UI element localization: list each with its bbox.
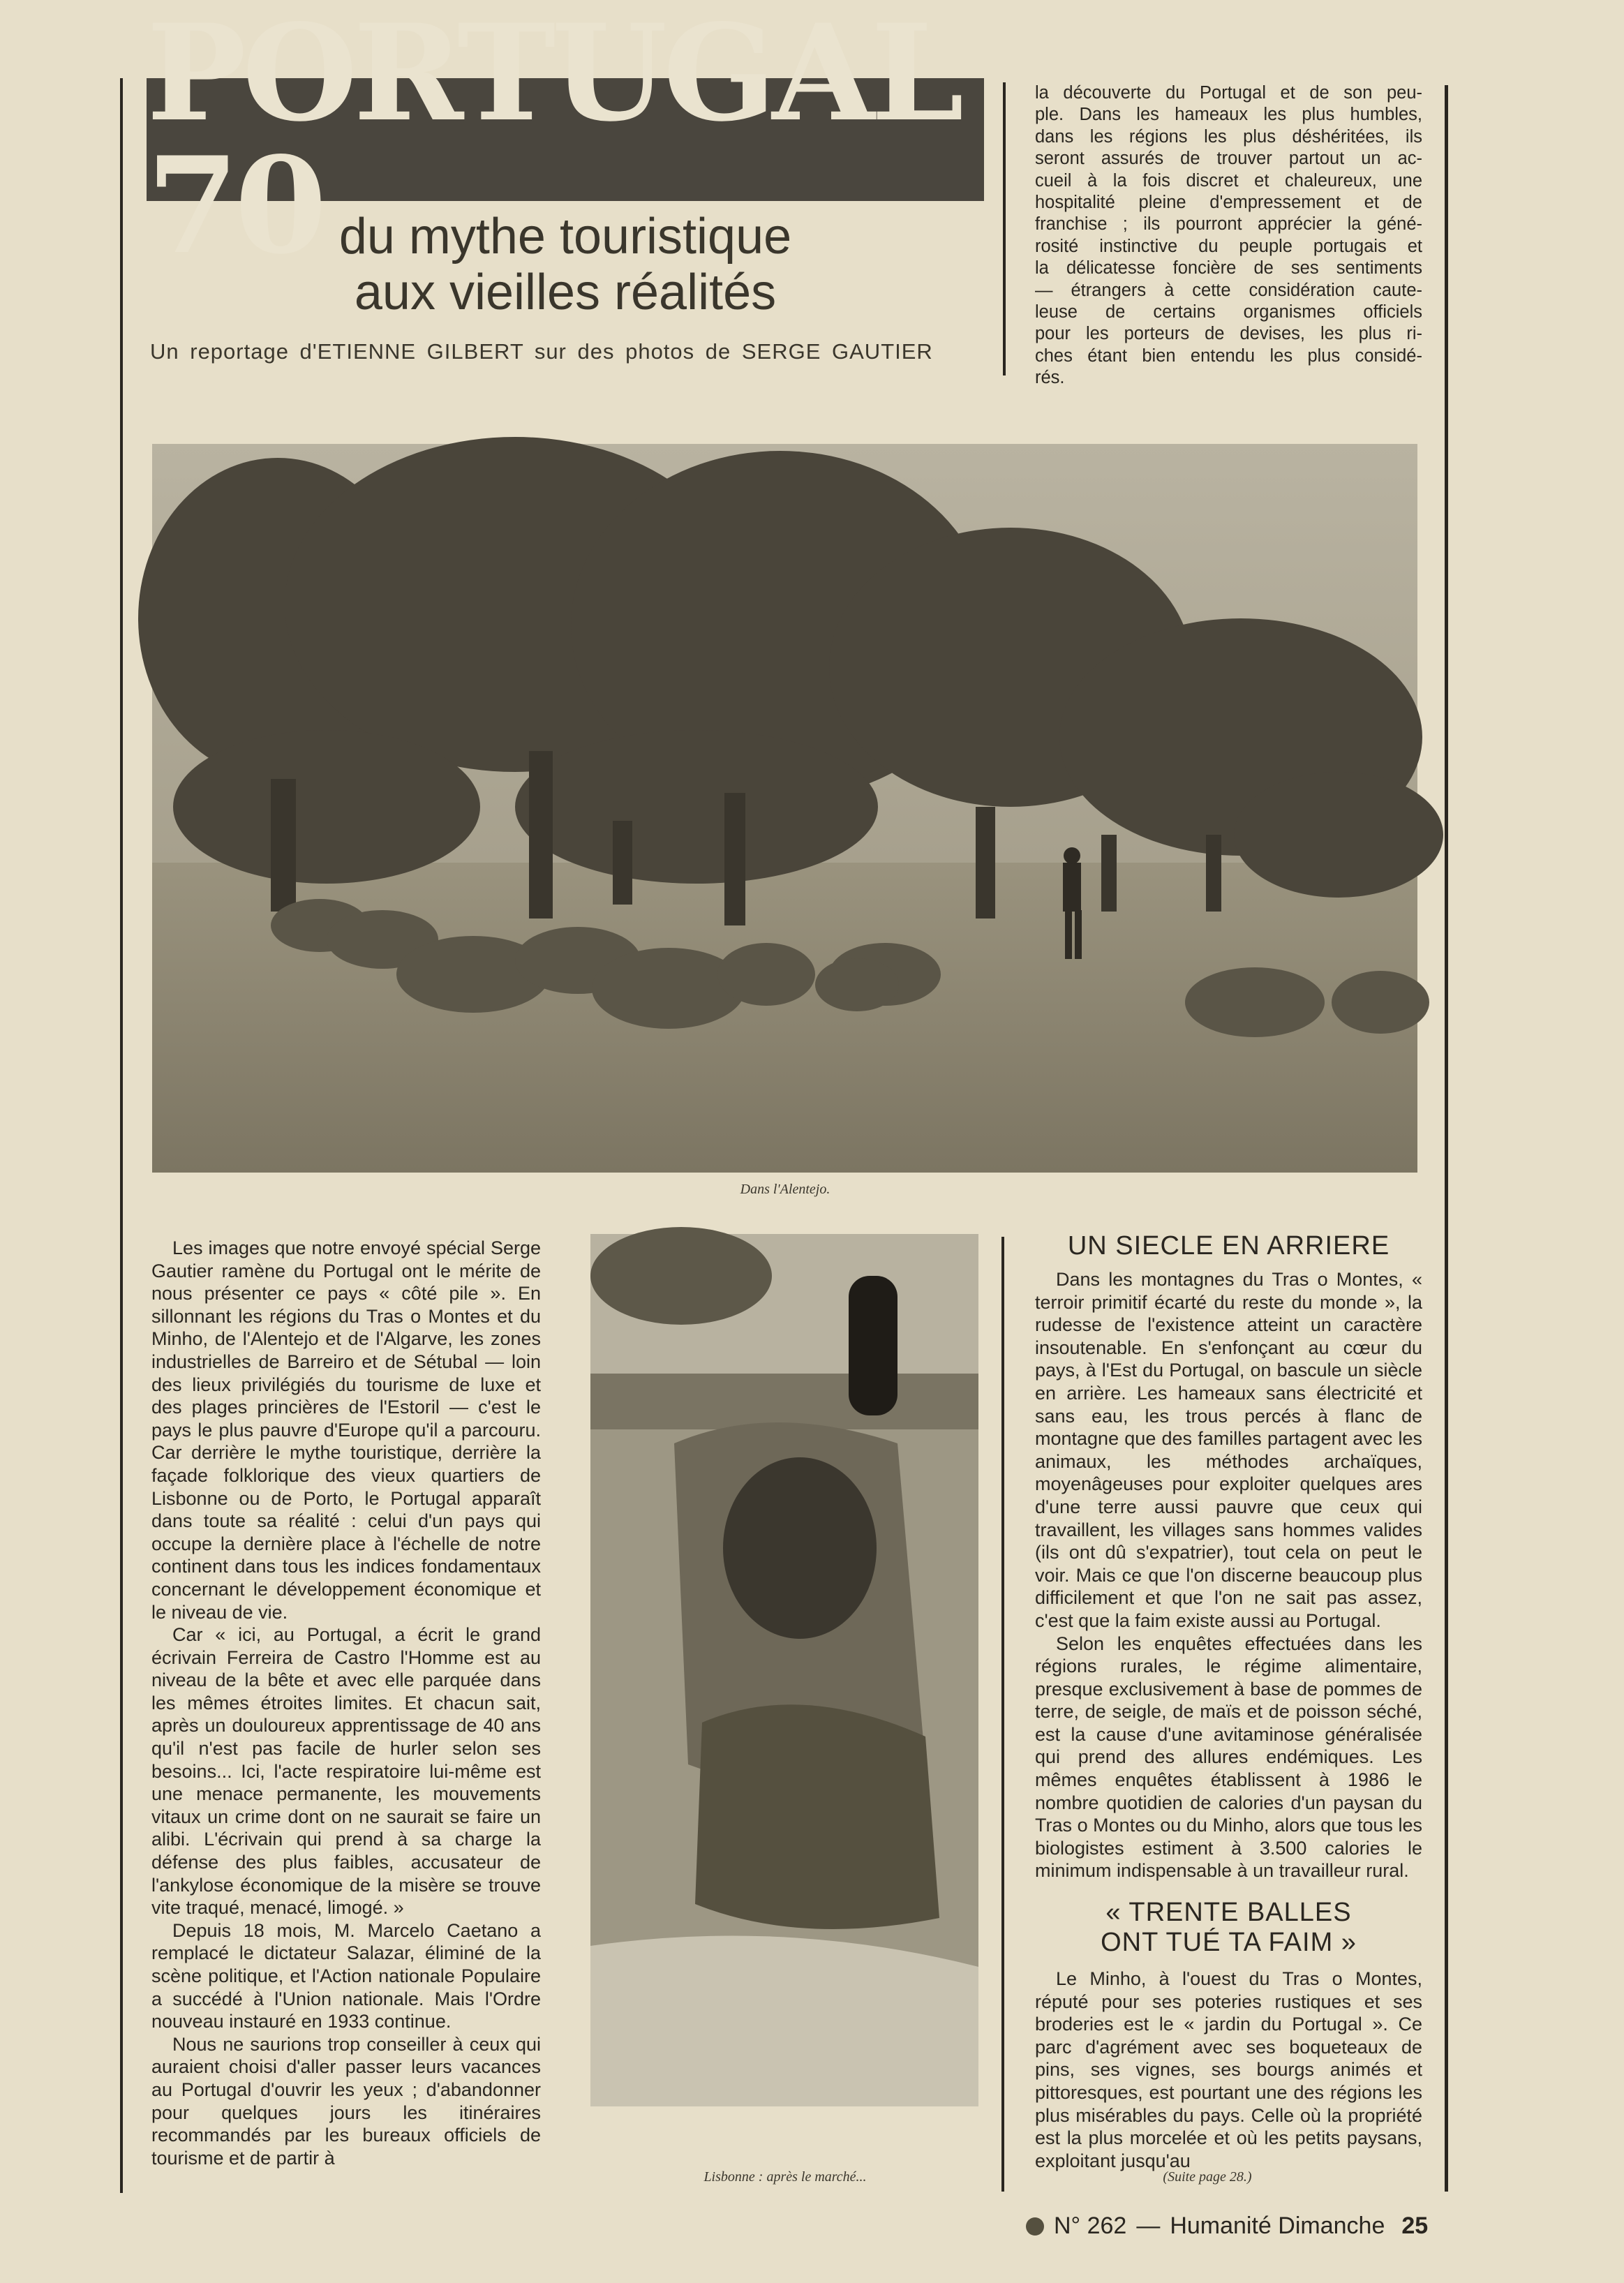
column-rule-left [120, 78, 123, 2193]
column-rule-middle [1001, 1237, 1004, 2192]
page-footer [1026, 2213, 1487, 2240]
intro-line: — étrangers à cette considération caute- [1035, 280, 1422, 300]
column-rule-right [1445, 85, 1448, 2192]
right-column-paragraph: Selon les enquêtes effectuées dans les régions rurales, le régime alimentaire, presque exclusivement à base de pommes de terre, de seigle, de maïs et de poisson séché, est la cause d'une avitaminose généralisée qui prend des allures endémiques. Les mêmes enquêtes établissent à 1986 le nombre quotidien de calories d'un paysan du Tras o Montes ou du Minho, alors que tous les biologistes estiment à 3.500 calories le minimum indispensable à un travailleur rural. [1035, 1633, 1422, 1882]
continued-note: (Suite page 28.) [1163, 2169, 1252, 2185]
left-column-paragraph: Depuis 18 mois, M. Marcelo Caetano a remplacé le dictateur Salazar, éliminé de la scène politique, et l'Action nationale Populaire a succédé à l'Union nationale. Mais l'Ordre nouveau instauré en 1933 continue. [151, 1919, 541, 2032]
intro-line: ple. Dans les hameaux les plus humbles, [1035, 105, 1422, 125]
photo-lisbonne-image [590, 1234, 978, 2106]
left-column-paragraph: Nous ne saurions trop conseiller à ceux qui auraient choisi d'aller passer leurs vacances au Portugal d'ouvrir les yeux ; d'abandonner pour quelques jours les itinéraires recommandés par les bureaux officiels de tourisme et de partir à [151, 2033, 541, 2169]
right-column-paragraph: Le Minho, à l'ouest du Tras o Montes, réputé pour ses poteries rustiques et ses broderies est le « jardin du Portugal ». Ce parc d'agrément avec ses boqueteaux de pins, ses vignes, ses bourgs animés et pittoresques, est pourtant une des régions les plus misérables du pays. Celle où la propriété est la plus morcelée et où les petits paysans, exploitant jusqu'au [1035, 1968, 1422, 2171]
byline: Un reportage d'ETIENNE GILBERT sur des photos de SERGE GAUTIER [150, 339, 933, 364]
right-column-text-2 [1035, 1968, 1422, 2172]
right-column [1035, 1231, 1422, 2172]
bullet-dot-icon [1026, 2217, 1044, 2236]
left-column [151, 1237, 541, 2169]
intro-line: la découverte du Portugal et de son peu- [1035, 83, 1422, 103]
section-heading-trente-balles-1: « TRENTE BALLES [1105, 1898, 1352, 1928]
photo-alentejo-caption: Dans l'Alentejo. [740, 1182, 830, 1197]
intro-line: seront assurés de trouver partout un ac- [1035, 149, 1422, 169]
intro-line: dans les régions les plus déshéritées, ils [1035, 126, 1422, 147]
footer-dash: — [1136, 2213, 1161, 2239]
photo-lisbonne [590, 1234, 978, 2106]
page-number: 25 [1401, 2213, 1429, 2239]
intro-line: rosité instinctive du peuple portugais et [1035, 236, 1422, 256]
publication-name: Humanité Dimanche [1170, 2213, 1385, 2239]
subtitle-line-2: aux vieilles réalités [354, 265, 777, 320]
column-rule-header [1003, 82, 1006, 375]
intro-line: pour les porteurs de devises, les plus ri- [1035, 324, 1422, 344]
photo-alentejo-image [152, 444, 1417, 1173]
intro-line: franchise ; ils pourront apprécier la géné- [1035, 214, 1422, 235]
right-column-paragraph: Dans les montagnes du Tras o Montes, « terroir primitif écarté du reste du monde », la rudesse de l'existence atteint un caractère insoutenable. En s'enfonçant au cœur du pays, à l'Est du Portugal, on bascule un siècle en arrière. Les hameaux sans électricité et sans eau, les trous percés à flanc de montagne que des familles partagent avec les animaux, les méthodes archaïques, moyenâgeuses pour exploiter quelques ares d'une terre aussi pauvre que ceux qui travaillent, les villages sans hommes valides (ils ont dû s'expatrier), tout cela on peut le voir. Mais ce que l'on discerne beaucoup plus difficilement et que l'on ne sait pas assez, c'est que la faim existe aussi au Portugal. [1035, 1269, 1422, 1631]
intro-line: rés. [1035, 368, 1065, 388]
photo-alentejo [152, 444, 1417, 1173]
intro-line: cueil à la fois discret et chaleureux, une [1035, 170, 1422, 191]
intro-line: la délicatesse foncière de ses sentiments [1035, 258, 1422, 278]
section-heading-siecle: UN SIECLE EN ARRIERE [1067, 1231, 1390, 1261]
subtitle-line-1: du mythe touristique [338, 209, 792, 265]
left-column-paragraph: Car « ici, au Portugal, a écrit le grand écrivain Ferreira de Castro l'Homme est au niveau de la bête et avec elle parquée dans les mêmes étroites limites. Et chacun sait, après un douloureux apprentissage de 40 ans qu'il n'est pas facile de hurler selon ses besoins... Ici, l'acte respiratoire lui-même est une menace permanente, les mouvements vitaux un crime dont on ne saurait se faire un alibi. L'écrivain qui prend à sa charge la défense des plus faibles, accusateur de l'ankylose économique de la misère se trouve vite traqué, menacé, limogé. » [151, 1624, 541, 1919]
issue-number: N° 262 [1054, 2213, 1127, 2239]
left-column-paragraph: Les images que notre envoyé spécial Serge Gautier ramène du Portugal ont le mérite de nous présenter ce pays « côté pile ». En sillonnant les régions du Tras o Montes et du Minho, de l'Alentejo et de l'Algarve, les zones industrielles de Barreiro et de Sétubal — loin des lieux privilégiés du tourisme de luxe et des plages princières de l'Estoril — c'est le pays le plus pauvre d'Europe qu'il a parcouru. Car derrière le mythe touristique, derrière la façade folklorique des vieux quartiers de Lisbonne ou de Porto, le Portugal apparaît dans toute sa réalité : celui d'un pays qui occupe la dernière place à l'échelle de notre continent dans tous les indices fondamentaux concernant le développement économique et le niveau de vie. [151, 1237, 541, 1623]
intro-column [1035, 82, 1422, 389]
section-heading-trente-balles-2: ONT TUÉ TA FAIM » [1101, 1928, 1357, 1958]
intro-line: leuse de certains organismes officiels [1035, 302, 1422, 322]
masthead: PORTUGAL 70 [147, 78, 984, 201]
intro-line: hospitalité pleine d'empressement et de [1035, 193, 1422, 213]
intro-line: ches étant bien entendu les plus considé- [1035, 345, 1422, 366]
right-column-text-1 [1035, 1268, 1422, 1882]
photo-lisbonne-caption: Lisbonne : après le marché... [703, 2169, 867, 2185]
